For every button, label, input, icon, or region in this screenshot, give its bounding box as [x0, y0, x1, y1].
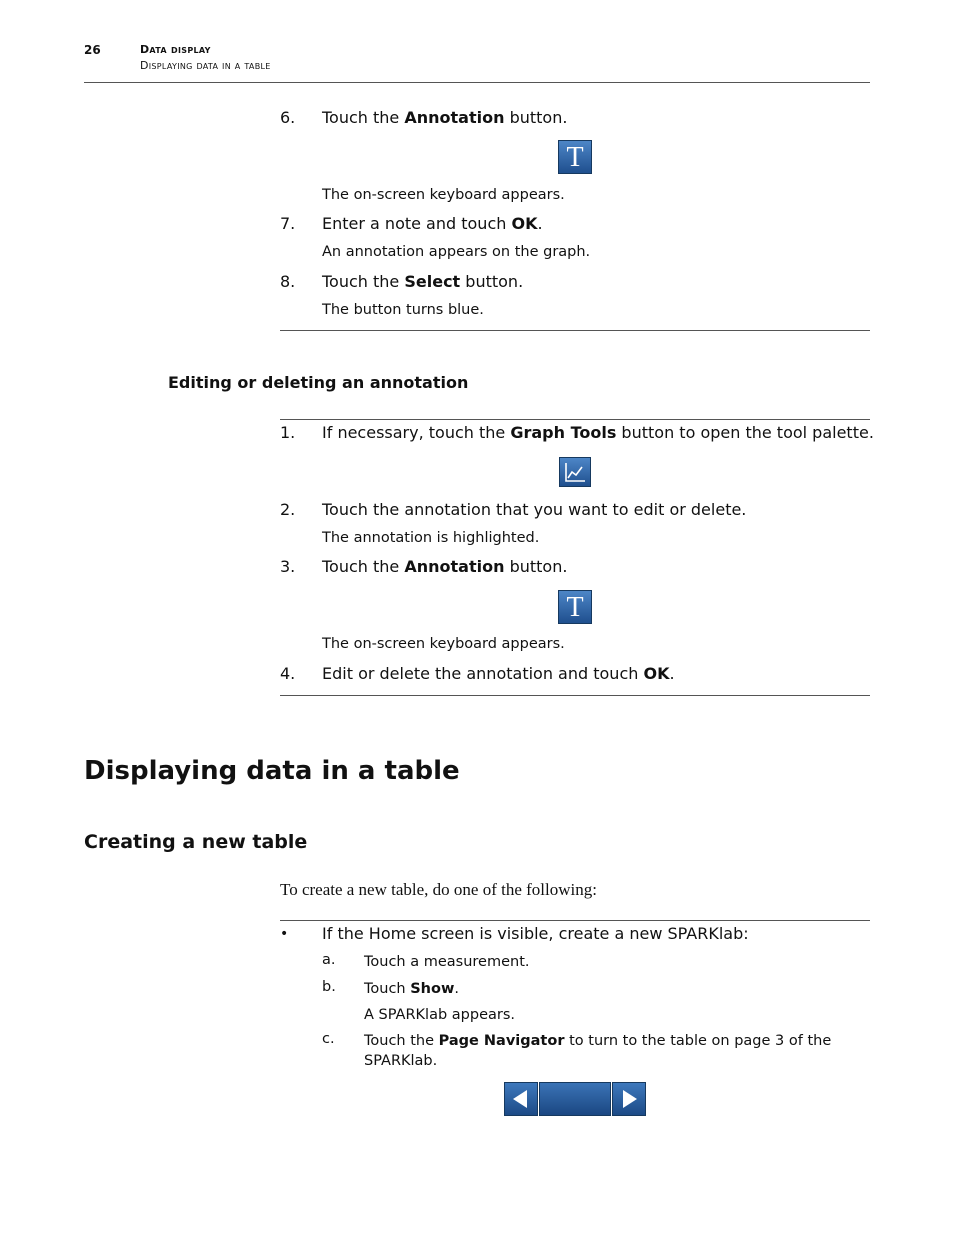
step-number: 1. — [280, 423, 296, 442]
next-page-icon — [612, 1082, 646, 1116]
substep-text-continued: SPARKlab. — [364, 1053, 438, 1069]
procedure-rule — [280, 920, 870, 921]
step-text: Edit or delete the annotation and touch OK. — [322, 664, 675, 683]
step-text: If necessary, touch the Graph Tools button to open the tool palette. — [322, 423, 874, 442]
step-number: 7. — [280, 214, 296, 233]
step-result: The on-screen keyboard appears. — [322, 636, 565, 652]
step-text: Enter a note and touch OK. — [322, 214, 543, 233]
header-rule — [84, 82, 870, 83]
step-text: Touch the annotation that you want to edit or delete. — [322, 500, 747, 519]
substep-text: Touch the Page Navigator to turn to the table on page 3 of the — [364, 1033, 832, 1049]
step-text: Touch the Select button. — [322, 272, 524, 291]
step-number: 4. — [280, 664, 296, 683]
annotation-button-icon: T — [558, 590, 592, 624]
step-result: An annotation appears on the graph. — [322, 244, 591, 260]
procedure-rule — [280, 695, 870, 696]
step-number: 8. — [280, 272, 296, 291]
step-number: 2. — [280, 500, 296, 519]
substep-text: Touch a measurement. — [364, 954, 530, 970]
previous-page-icon — [504, 1082, 538, 1116]
bullet-text: If the Home screen is visible, create a new SPARKlab: — [322, 924, 749, 943]
step-number: 3. — [280, 557, 296, 576]
intro-paragraph: To create a new table, do one of the following: — [280, 880, 597, 899]
running-header-section: Data display — [140, 43, 211, 56]
step-text: Touch the Annotation button. — [322, 108, 568, 127]
substep-letter: b. — [322, 979, 336, 995]
substep-result: A SPARKlab appears. — [364, 1007, 516, 1023]
step-result: The button turns blue. — [322, 302, 484, 318]
substep-letter: c. — [322, 1031, 335, 1047]
section-heading: Displaying data in a table — [84, 756, 460, 786]
page-navigator — [504, 1082, 646, 1116]
substep-text: Touch Show. — [364, 981, 459, 997]
substep-letter: a. — [322, 952, 336, 968]
step-text: Touch the Annotation button. — [322, 557, 568, 576]
step-result: The on-screen keyboard appears. — [322, 187, 565, 203]
editing-heading: Editing or deleting an annotation — [168, 373, 469, 392]
subsection-heading: Creating a new table — [84, 831, 308, 853]
step-result: The annotation is highlighted. — [322, 530, 540, 546]
graph-tools-icon — [559, 457, 591, 487]
procedure-rule — [280, 330, 870, 331]
page-number: 26 — [84, 43, 101, 57]
bullet-mark: • — [280, 926, 289, 942]
page-indicator — [539, 1082, 611, 1116]
annotation-button-icon: T — [558, 140, 592, 174]
procedure-rule — [280, 419, 870, 420]
step-number: 6. — [280, 108, 296, 127]
running-header-subsection: Displaying data in a table — [140, 59, 271, 72]
